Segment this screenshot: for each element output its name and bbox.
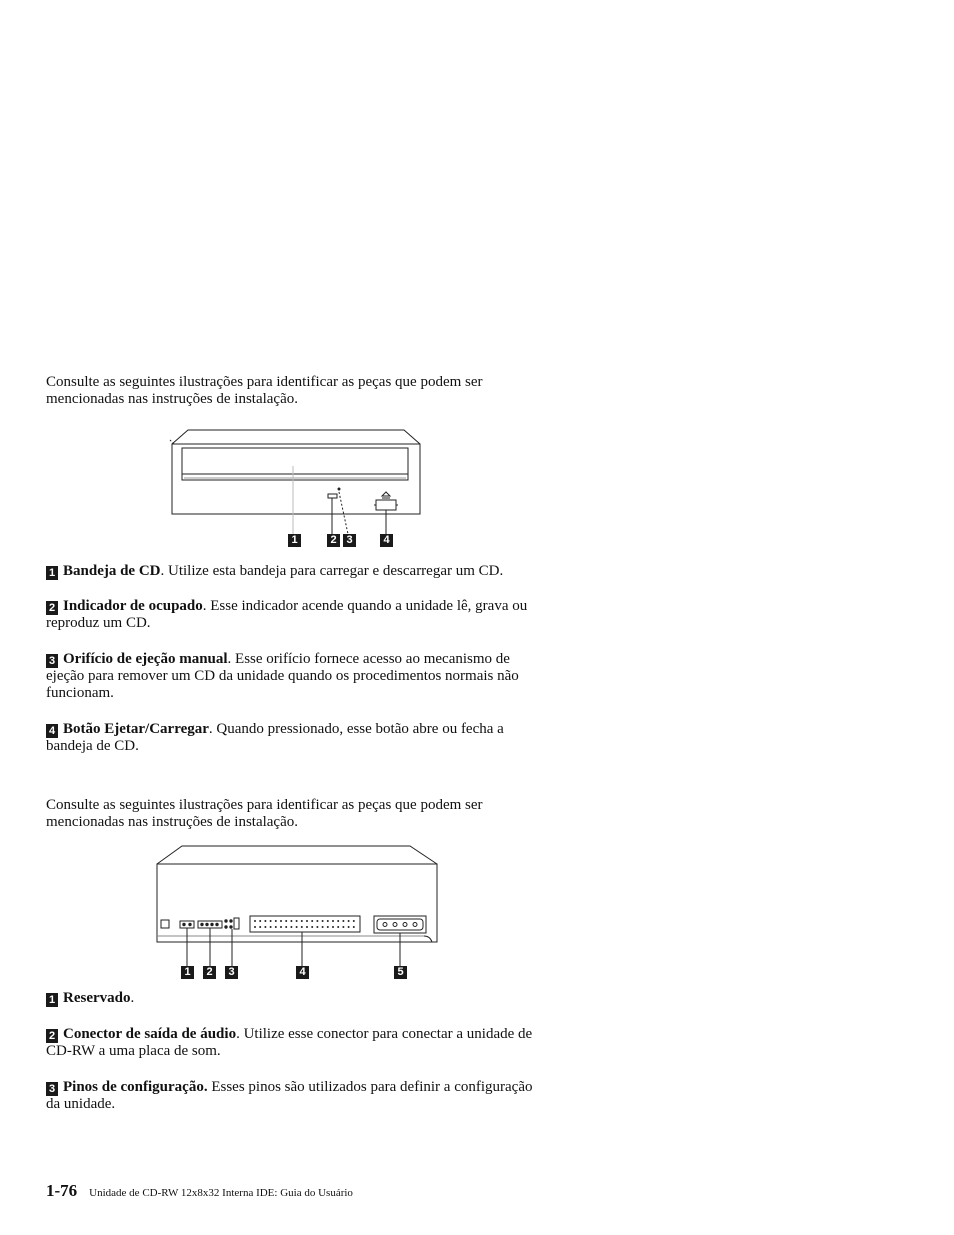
ide-pin bbox=[301, 926, 303, 928]
intro-line-2: mencionadas nas instruções de instalação. bbox=[46, 391, 298, 407]
ide-pin bbox=[306, 920, 308, 922]
ide-pin bbox=[275, 926, 277, 928]
item-number-badge: 2 bbox=[46, 601, 58, 615]
ide-pin bbox=[275, 920, 277, 922]
ide-pin bbox=[296, 926, 298, 928]
ide-pin bbox=[322, 926, 324, 928]
front-callout-1: 1 bbox=[288, 534, 301, 547]
ide-pin bbox=[337, 920, 339, 922]
item-term: Indicador de ocupado bbox=[63, 598, 203, 614]
front-item-4 bbox=[46, 721, 546, 755]
item-term: Botão Ejetar/Carregar bbox=[63, 721, 209, 737]
front-callout-3: 3 bbox=[343, 534, 356, 547]
item-description: . Esse indicador acende quando a unidade lê, grava ou reproduz um CD. bbox=[46, 598, 528, 631]
intro-paragraph-front bbox=[46, 374, 546, 408]
item-description: . Quando pressionado, esse botão abre ou fecha a bandeja de CD. bbox=[46, 721, 504, 754]
ide-pin bbox=[270, 926, 272, 928]
item-term: Bandeja de CD bbox=[63, 563, 161, 579]
item-number-badge: 3 bbox=[46, 654, 58, 668]
ide-pin bbox=[348, 926, 350, 928]
item-description: Esses pinos são utilizados para definir a configuração da unidade. bbox=[46, 1079, 533, 1112]
intro-line-1: Consulte as seguintes ilustrações para identificar as peças que podem ser bbox=[46, 797, 483, 813]
item-description: . Utilize esta bandeja para carregar e descarregar um CD. bbox=[160, 563, 504, 579]
ide-pin bbox=[290, 926, 292, 928]
ide-pin bbox=[306, 926, 308, 928]
ide-pin bbox=[332, 926, 334, 928]
footer-title: Unidade de CD-RW 12x8x32 Interna IDE: Guia do Usuário bbox=[89, 1187, 353, 1199]
rear-panel-drawing bbox=[154, 844, 440, 984]
ide-pin bbox=[348, 920, 350, 922]
front-item-1 bbox=[46, 563, 546, 580]
ide-pin bbox=[290, 920, 292, 922]
ide-pin bbox=[332, 920, 334, 922]
rear-callout-3: 3 bbox=[225, 966, 238, 979]
rear-item-3 bbox=[46, 1079, 546, 1113]
intro-line-2: mencionadas nas instruções de instalação. bbox=[46, 814, 298, 830]
ide-pin bbox=[280, 926, 282, 928]
rear-callout-1: 1 bbox=[181, 966, 194, 979]
front-panel-illustration bbox=[168, 426, 428, 550]
ide-pin bbox=[316, 920, 318, 922]
rear-item-1 bbox=[46, 990, 546, 1007]
ide-pin bbox=[285, 920, 287, 922]
front-callout-4: 4 bbox=[380, 534, 393, 547]
ide-pin bbox=[337, 926, 339, 928]
ide-pin bbox=[353, 920, 355, 922]
ide-pin bbox=[327, 920, 329, 922]
rear-callout-4: 4 bbox=[296, 966, 309, 979]
ide-pin bbox=[342, 926, 344, 928]
ide-pin bbox=[316, 926, 318, 928]
rear-callout-2: 2 bbox=[203, 966, 216, 979]
ide-pin bbox=[264, 926, 266, 928]
ide-pin bbox=[353, 926, 355, 928]
item-number-badge: 1 bbox=[46, 993, 58, 1007]
rear-item-2 bbox=[46, 1026, 546, 1060]
ide-pin bbox=[285, 926, 287, 928]
item-number-badge: 2 bbox=[46, 1029, 58, 1043]
front-item-2 bbox=[46, 598, 546, 632]
ide-pin bbox=[311, 926, 313, 928]
item-description: . Esse orifício fornece acesso ao mecanismo de ejeção para remover um CD da unidade quando os procedimentos normais não funcionam. bbox=[46, 651, 519, 701]
ide-pin bbox=[311, 920, 313, 922]
ide-pin bbox=[342, 920, 344, 922]
item-term: Orifício de ejeção manual bbox=[63, 651, 228, 667]
item-number-badge: 3 bbox=[46, 1082, 58, 1096]
item-description: . Utilize esse conector para conectar a unidade de CD-RW a uma placa de som. bbox=[46, 1026, 533, 1059]
ide-pin bbox=[264, 920, 266, 922]
intro-paragraph-rear bbox=[46, 797, 546, 831]
ide-pin bbox=[259, 920, 261, 922]
item-term: Conector de saída de áudio bbox=[63, 1026, 237, 1042]
front-panel-drawing bbox=[168, 426, 428, 550]
rear-callout-5: 5 bbox=[394, 966, 407, 979]
ide-pin bbox=[254, 920, 256, 922]
ide-pin bbox=[254, 926, 256, 928]
item-number-badge: 4 bbox=[46, 724, 58, 738]
page-number: 1-76 bbox=[46, 1181, 78, 1200]
ide-pin bbox=[259, 926, 261, 928]
ide-pin bbox=[270, 920, 272, 922]
item-term: Pinos de configuração. bbox=[63, 1079, 208, 1095]
ide-pin bbox=[296, 920, 298, 922]
item-description: . bbox=[130, 990, 135, 1006]
rear-panel-illustration bbox=[154, 844, 440, 984]
item-number-badge: 1 bbox=[46, 566, 58, 580]
front-callout-2: 2 bbox=[327, 534, 340, 547]
ide-pin bbox=[322, 920, 324, 922]
page-footer bbox=[46, 1182, 353, 1202]
item-term: Reservado bbox=[63, 990, 131, 1006]
ide-pin bbox=[301, 920, 303, 922]
intro-line-1: Consulte as seguintes ilustrações para identificar as peças que podem ser bbox=[46, 374, 483, 390]
ide-pin bbox=[327, 926, 329, 928]
ide-pin bbox=[280, 920, 282, 922]
front-item-3 bbox=[46, 651, 546, 702]
